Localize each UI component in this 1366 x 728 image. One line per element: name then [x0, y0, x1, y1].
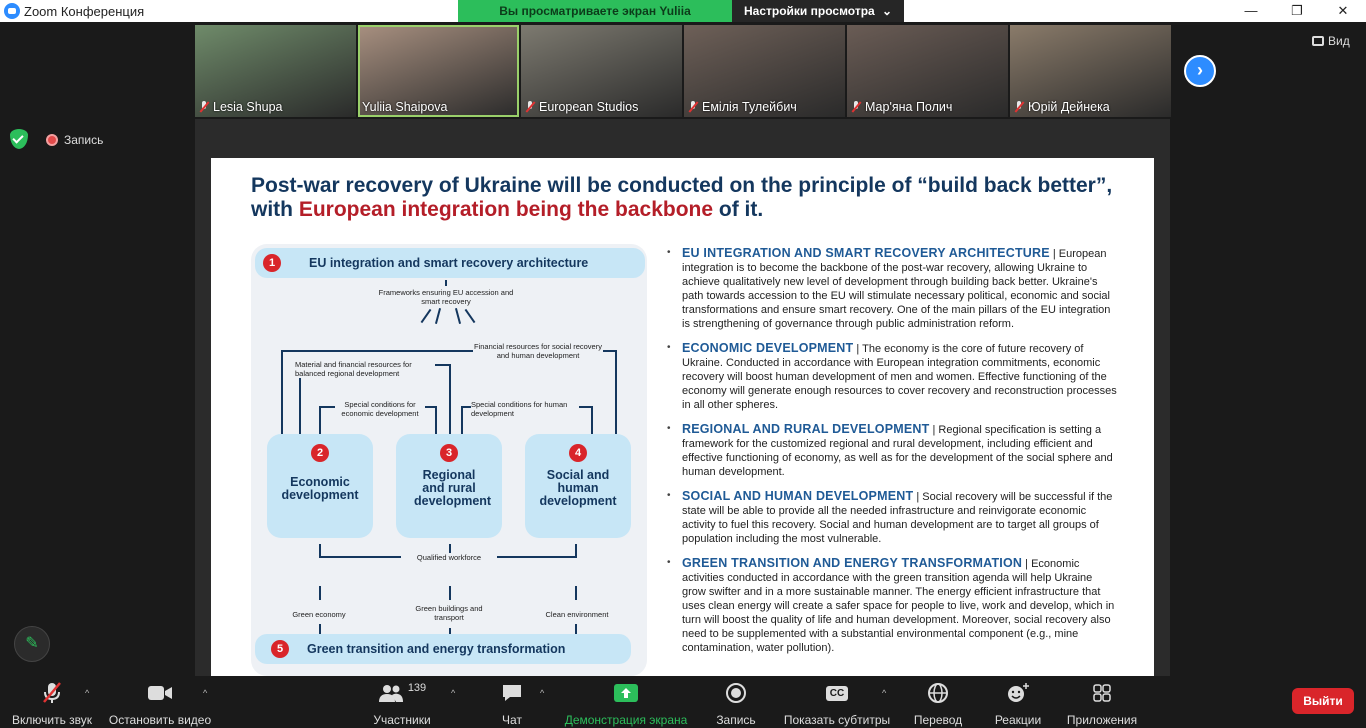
- viewing-screen-label: Вы просматриваете экран Yuliia: [458, 0, 732, 22]
- security-shield-icon[interactable]: [10, 129, 28, 149]
- participants-button[interactable]: 139 Участники: [373, 682, 431, 727]
- annotate-pen-button[interactable]: ✎: [14, 626, 50, 662]
- arrow-line: [319, 624, 321, 634]
- box-label: EU integration and smart recovery architecture: [309, 256, 589, 270]
- arrow-line: [575, 586, 577, 600]
- participant-video[interactable]: [1010, 25, 1171, 117]
- bullet-list: [667, 246, 1119, 665]
- view-options-label: Настройки просмотра: [744, 4, 875, 18]
- box-label: Green transition and energy transformation: [307, 642, 566, 656]
- stop-video-button[interactable]: Остановить видео: [108, 680, 212, 727]
- zoom-logo-icon: [4, 3, 20, 19]
- connector-line: [461, 406, 463, 434]
- diagram-box-green: [255, 634, 631, 664]
- participant-strip: [195, 25, 1171, 117]
- arrow-line: [435, 308, 441, 324]
- participant-video[interactable]: [358, 25, 519, 117]
- record-icon: [708, 680, 764, 706]
- number-badge: 4: [569, 444, 587, 462]
- list-item: • ECONOMIC DEVELOPMENT | The economy is the core of future recovery of Ukraine. Conducted in accordance with European integration commitments, economic recovery will boost human development of men and women. Effective functioning of the economy will generate enough resources to cover recovery and reconstruction processes in all other spheres.: [667, 341, 1119, 412]
- list-item: • REGIONAL AND RURAL DEVELOPMENT | Regional specification is setting a framework for the customized regional and rural development, including efficient and effective functioning of economy, as well as for the development of the social sphere and human development.: [667, 422, 1119, 479]
- presentation-slide: [211, 158, 1154, 676]
- maximize-button[interactable]: ❐: [1291, 3, 1303, 18]
- microphone-muted-icon: [8, 680, 96, 706]
- mic-muted-icon: [688, 101, 698, 113]
- green-economy-label: Green economy: [292, 610, 346, 619]
- record-dot-icon: [46, 134, 58, 146]
- share-screen-icon: [562, 680, 690, 706]
- diagram-box-social: [525, 434, 631, 538]
- connector-line: [615, 350, 617, 434]
- number-badge: 2: [311, 444, 329, 462]
- mic-muted-icon: [851, 101, 861, 113]
- special-human-label: Special conditions for human development: [471, 400, 579, 418]
- participant-video[interactable]: [684, 25, 845, 117]
- connector-line: [591, 406, 593, 434]
- participant-name: Юрій Дейнека: [1028, 100, 1110, 114]
- arrow-line: [445, 280, 447, 286]
- slide-title-highlight: European integration being the backbone: [298, 198, 714, 221]
- connector-line: [575, 544, 577, 558]
- mic-muted-icon: [199, 101, 209, 113]
- arrow-line: [455, 308, 461, 324]
- translate-button[interactable]: Перевод: [908, 680, 968, 727]
- mic-muted-icon: [525, 101, 535, 113]
- box-label: Regional and rural development: [414, 468, 492, 508]
- captions-options-caret[interactable]: ^: [882, 688, 887, 698]
- diagram-box-regional: [396, 434, 502, 538]
- box-label: Economic development: [281, 475, 359, 502]
- slide-title: Post-war recovery of Ukraine will be conducted on the principle of “build back better”, with European integration being the backbone of it.: [251, 174, 1113, 221]
- connector-line: [449, 364, 451, 434]
- special-economic-label: Special conditions for economic development: [335, 400, 425, 418]
- participant-name: Lesia Shupa: [213, 100, 283, 114]
- video-camera-icon: [108, 680, 212, 706]
- connector-line: [281, 350, 283, 434]
- share-banner: [458, 0, 904, 22]
- diagram-box-eu-integration: [255, 248, 645, 278]
- arrow-line: [465, 309, 476, 323]
- close-button[interactable]: ✕: [1337, 3, 1349, 18]
- meeting-toolbar: [0, 676, 1366, 728]
- arrow-line: [319, 586, 321, 600]
- number-badge: 5: [271, 640, 289, 658]
- leave-button[interactable]: Выйти: [1292, 688, 1354, 714]
- number-badge: 1: [263, 254, 281, 272]
- list-item: • GREEN TRANSITION AND ENERGY TRANSFORMATION | Economic activities conducted in accordance with the green transition agenda will help Ukraine grow swifter and in a more sustainable manner. The energy efficient infrastructure that uses clean energy will create a safer space for people to live, work and develop, which in turn will boost the quality of life and human development. Moreover, social recovery also need to be supplemented with a substantial environmental component (e.g., mine contamination, water pollution).: [667, 556, 1119, 655]
- chat-button[interactable]: Чат: [490, 680, 534, 727]
- participant-name: Мар'яна Полич: [865, 100, 953, 114]
- connector-line: [319, 406, 321, 434]
- shared-screen[interactable]: [195, 119, 1170, 676]
- view-button[interactable]: [1312, 34, 1350, 48]
- diagram-box-economic: [267, 434, 373, 538]
- qualified-workforce-label: Qualified workforce: [401, 553, 497, 562]
- audio-options-caret[interactable]: ^: [85, 688, 90, 698]
- connector-line: [435, 406, 437, 434]
- recording-label: Запись: [64, 133, 104, 147]
- recording-indicator[interactable]: [46, 133, 103, 147]
- financial-social-label: Financial resources for social recovery and human development: [474, 342, 602, 360]
- window-title: Zoom Конференция: [24, 4, 145, 19]
- participant-name: Емілія Тулейбич: [702, 100, 797, 114]
- chat-bubble-icon: [490, 680, 534, 706]
- meeting-area: [0, 22, 1366, 676]
- arrow-line: [449, 586, 451, 600]
- frameworks-label: Frameworks ensuring EU accession and smart recovery: [378, 288, 514, 306]
- list-item: • EU INTEGRATION AND SMART RECOVERY ARCHITECTURE | European integration is to become the backbone of the post-war recovery, allowing Ukraine to achieve qualitatively new level of development through building back better. Ukraine's path towards accession to the EU will stimulate necessary political, economic and social transformations and ensure smart recovery. One of the main pillars of the EU integration is strengthening of governance through public administration reform.: [667, 246, 1119, 331]
- participants-options-caret[interactable]: ^: [451, 688, 456, 698]
- closed-captions-icon: CC: [826, 686, 848, 701]
- view-label: Вид: [1328, 34, 1350, 48]
- green-buildings-label: Green buildings and transport: [415, 604, 483, 622]
- number-badge: 3: [440, 444, 458, 462]
- participants-icon: [378, 683, 404, 703]
- participant-name: Yuliia Shaipova: [362, 100, 448, 114]
- reactions-button[interactable]: Реакции: [990, 680, 1046, 727]
- arrow-line: [421, 309, 432, 323]
- captions-button[interactable]: CC Показать субтитры: [783, 687, 891, 727]
- next-page-button[interactable]: ›: [1184, 55, 1216, 87]
- apps-button[interactable]: Приложения: [1062, 680, 1142, 727]
- view-options-button[interactable]: [732, 0, 904, 22]
- grid-view-icon: [1312, 36, 1324, 46]
- share-screen-button[interactable]: Демонстрация экрана: [562, 680, 690, 727]
- chat-options-caret[interactable]: ^: [540, 688, 545, 698]
- apps-icon: [1062, 680, 1142, 706]
- smiley-plus-icon: [990, 680, 1046, 706]
- participant-video[interactable]: [521, 25, 682, 117]
- video-options-caret[interactable]: ^: [203, 688, 208, 698]
- participant-video[interactable]: [847, 25, 1008, 117]
- participant-video[interactable]: [195, 25, 356, 117]
- participants-count: 139: [407, 682, 427, 694]
- mic-muted-icon: [1014, 101, 1024, 113]
- recovery-diagram: [251, 244, 647, 676]
- minimize-button[interactable]: —: [1244, 3, 1258, 18]
- chevron-down-icon: ⌄: [881, 4, 892, 18]
- arrow-line: [575, 624, 577, 634]
- list-item: • SOCIAL AND HUMAN DEVELOPMENT | Social recovery will be successful if the state will be able to provide all the needed infrastructure and reinvigorate economic activity to fuel this recovery. Social and human development are to target all groups of population including the most vulnerable.: [667, 489, 1119, 546]
- unmute-button[interactable]: Включить звук: [8, 680, 96, 727]
- participant-name: European Studios: [539, 100, 639, 114]
- record-button[interactable]: Запись: [708, 680, 764, 727]
- material-financial-label: Material and financial resources for balanced regional development: [295, 360, 435, 378]
- globe-icon: [908, 680, 968, 706]
- box-label: Social and human development: [539, 468, 617, 508]
- clean-environment-label: Clean environment: [545, 610, 609, 619]
